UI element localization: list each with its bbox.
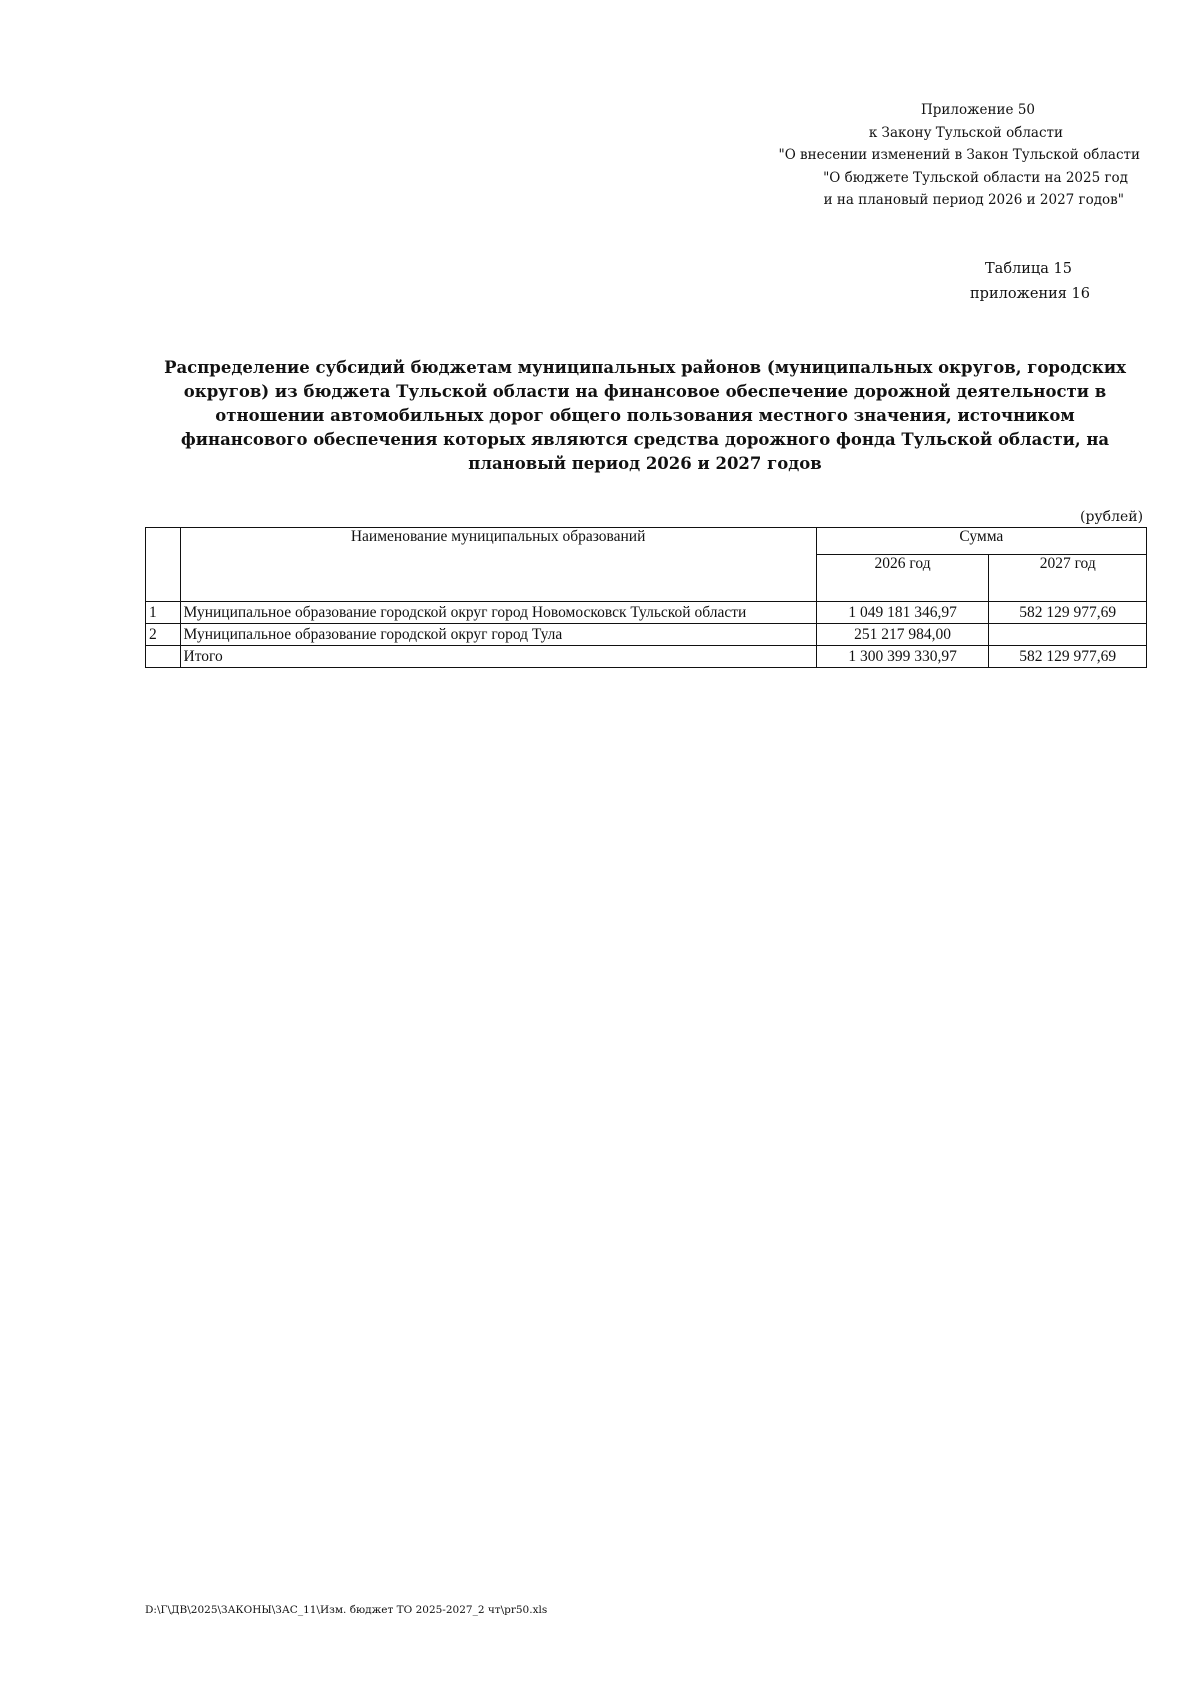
amount-2026-cell: 251 217 984,00 [816,624,989,646]
year-2026-header-cell: 2026 год [816,555,989,602]
subsidy-table [145,527,1147,668]
appendix-reference: приложения 16 [970,286,1091,302]
annex-header-line: к Закону Тульской области [868,124,1063,141]
units-label: (рублей) [1080,509,1144,525]
annex-header-line: "О бюджете Тульской области на 2025 год [823,169,1128,186]
annex-header [740,99,1140,212]
amount-2027-cell: 582 129 977,69 [989,602,1147,624]
amount-2027-cell [989,624,1147,646]
municipality-name-cell: Муниципальное образование городской округ город Тула [180,624,816,646]
year-2027-header-cell: 2027 год [989,555,1147,602]
number-header-cell [146,528,181,602]
document-title: Распределение субсидий бюджетам муниципальных районов (муниципальных округов, городских округов) из бюджета Тульской области на финансовое обеспечение дорожной деятельности в отношении автомобильных дорог общего пользования местного значения, источником финансового обеспечения которых являются средства дорожного фонда Тульской области, на плановый период 2026 и 2027 годов [164,358,1126,473]
table-header-row [146,528,1147,555]
total-2026-cell: 1 300 399 330,97 [816,646,989,668]
annex-header-line: "О внесении изменений в Закон Тульской области [778,147,1140,163]
municipality-name-cell: Муниципальное образование городской округ город Новомосковск Тульской области [180,602,816,624]
total-number-cell [146,646,181,668]
table-total-row [146,646,1147,668]
table-reference [970,257,1091,307]
annex-header-line: Приложение 50 [921,102,1035,118]
table-row [146,602,1147,624]
row-number-cell: 1 [146,602,181,624]
annex-header-line: и на плановый период 2026 и 2027 годов" [823,192,1124,208]
name-header-cell: Наименование муниципальных образований [180,528,816,602]
file-path-footer: D:\Г\ДВ\2025\ЗАКОНЫ\ЗАС_11\Изм. бюджет ТО 2025-2027_2 чт\pr50.xls [145,1604,548,1616]
amount-2026-cell: 1 049 181 346,97 [816,602,989,624]
table-number: Таблица 15 [985,261,1072,277]
total-label-cell: Итого [180,646,816,668]
row-number-cell: 2 [146,624,181,646]
total-2027-cell: 582 129 977,69 [989,646,1147,668]
sum-header-cell: Сумма [816,528,1146,555]
table-row [146,624,1147,646]
